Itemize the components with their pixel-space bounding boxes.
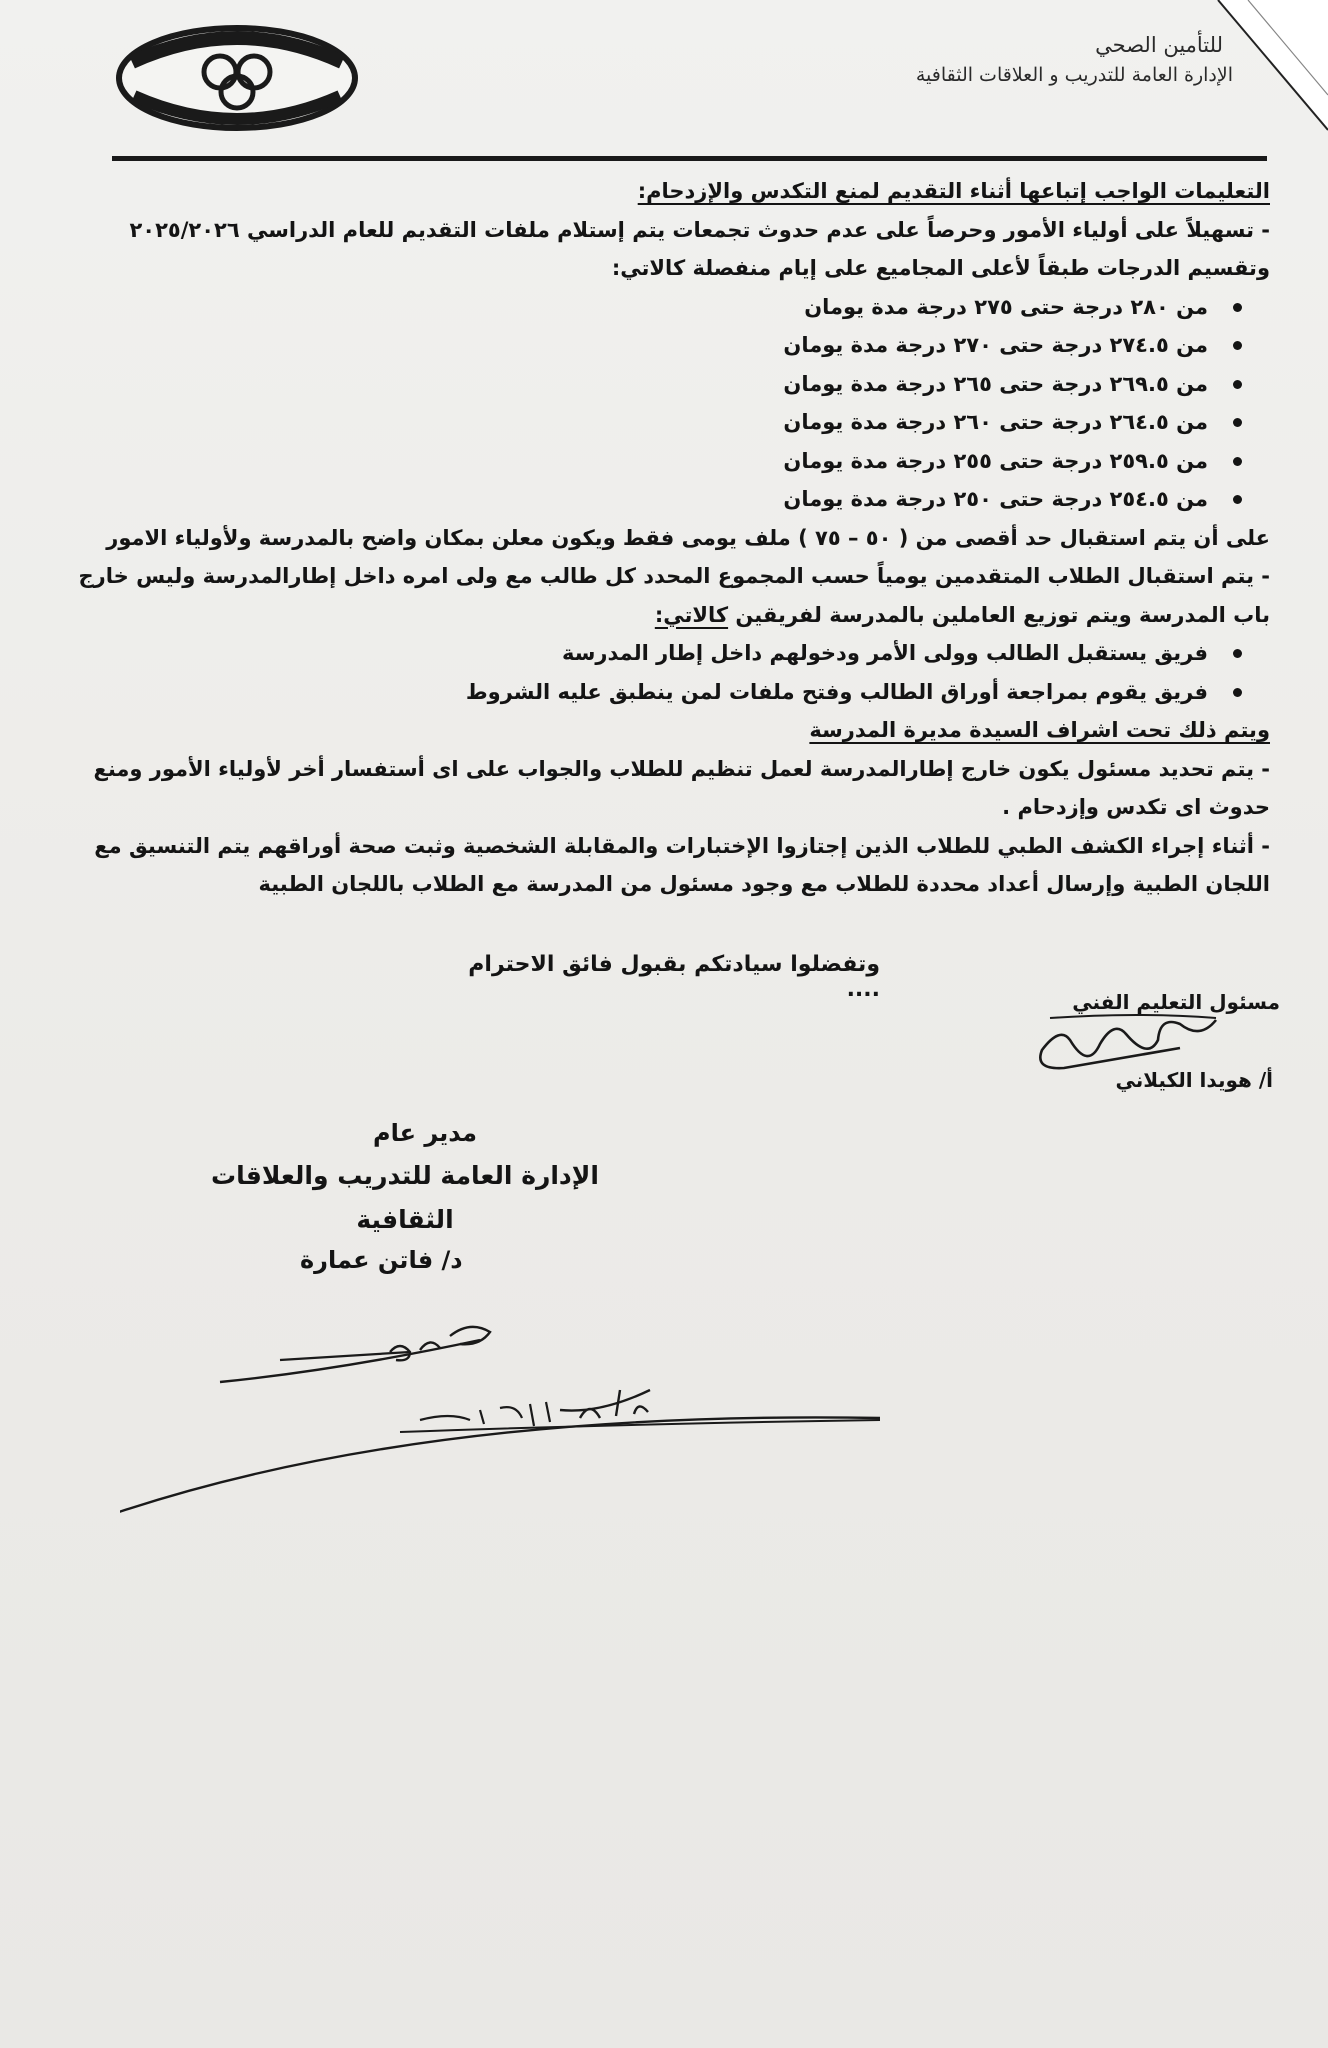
closing-line: وتفضلوا سيادتكم بقبول فائق الاحترام .... [468, 952, 880, 1002]
schedule-item: من ٢٨٠ درجة حتى ٢٧٥ درجة مدة يومان [58, 288, 1208, 327]
signatory2-block [170, 1112, 640, 1242]
schedule-item: من ٢٦٩.٥ درجة حتى ٢٦٥ درجة مدة يومان [58, 365, 1208, 404]
score-schedule-list [58, 288, 1270, 519]
signatory2-department: الإدارة العامة للتدريب والعلاقات الثقافية [211, 1161, 599, 1234]
team-item: فريق يستقبل الطالب وولى الأمر ودخولهم داخل إطار المدرسة [58, 634, 1208, 673]
reception-tail: كالاتي: [654, 602, 729, 627]
daily-limit-paragraph: على أن يتم استقبال حد أقصى من ( ٥٠ – ٧٥ ) ملف يومى فقط ويكون معلن بمكان واضح بالمدرسة ولأولياء الامور [106, 525, 1270, 550]
official-paragraph: - يتم تحديد مسئول يكون خارج إطارالمدرسة لعمل تنظيم للطلاب والجواب على اى أستفسار أخر لأولياء الأمور ومنع حدوث اى تكدس وإزدحام . [93, 756, 1270, 819]
health-insurance-logo-icon [112, 22, 362, 134]
signatory1-title: مسئول التعليم الفني [1072, 990, 1280, 1014]
signatory2-name: د/ فاتن عمارة [300, 1246, 463, 1274]
letterhead-org: للتأمين الصحي [1095, 33, 1223, 57]
schedule-item: من ٢٦٤.٥ درجة حتى ٢٦٠ درجة مدة يومان [58, 403, 1208, 442]
reception-paragraph: - يتم استقبال الطلاب المتقدمين يومياً حسب المجموع المحدد كل طالب مع ولى امره داخل إطارالمدرسة وليس خارج باب المدرسة ويتم توزيع العاملين بالمدرسة لفريقين كالاتي: [78, 564, 1270, 627]
signatory2-title: مدير عام [372, 1119, 477, 1147]
schedule-item: من ٢٥٩.٥ درجة حتى ٢٥٥ درجة مدة يومان [58, 442, 1208, 481]
letter-body [58, 172, 1270, 904]
letterhead [673, 30, 1233, 90]
schedule-item: من ٢٧٤.٥ درجة حتى ٢٧٠ درجة مدة يومان [58, 326, 1208, 365]
intro-paragraph: - تسهيلاً على أولياء الأمور وحرصاً على عدم حدوث تجمعات يتم إستلام ملفات التقديم للعام الدراسي ٢٠٢٥/٢٠٢٦ وتقسيم الدرجات طبقاً لأعلى المجاميع على إيام منفصلة كالاتي: [129, 217, 1270, 280]
instructions-heading: التعليمات الواجب إتباعها أثناء التقديم لمنع التكدس والإزدحام: [637, 179, 1270, 203]
teams-list [58, 634, 1270, 711]
letterhead-department: الإدارة العامة للتدريب و العلاقات الثقافية [915, 64, 1233, 86]
supervision-line: ويتم ذلك تحت اشراف السيدة مديرة المدرسة [809, 718, 1270, 742]
header-divider [112, 156, 1267, 161]
team-item: فريق يقوم بمراجعة أوراق الطالب وفتح ملفات لمن ينطبق عليه الشروط [58, 673, 1208, 712]
medical-paragraph: - أثناء إجراء الكشف الطبي للطلاب الذين إجتازوا الإختبارات والمقابلة الشخصية وثبت صحة أوراقهم يتم التنسيق مع اللجان الطبية وإرسال أعداد محددة للطلاب مع وجود مسئول من المدرسة مع الطلاب باللجان الطبية [94, 833, 1270, 896]
handwritten-signature-date [120, 1300, 900, 1530]
signatory1-name: أ/ هويدا الكيلاني [1115, 1068, 1273, 1092]
schedule-item: من ٢٥٤.٥ درجة حتى ٢٥٠ درجة مدة يومان [58, 480, 1208, 519]
